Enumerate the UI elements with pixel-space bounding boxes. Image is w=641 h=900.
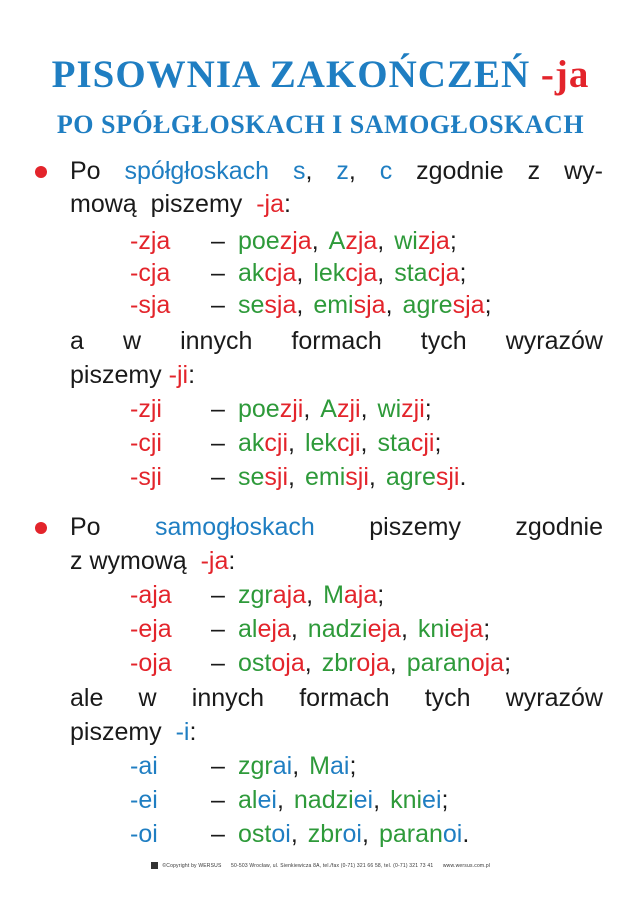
ending-label: -ai [130,752,158,780]
ending-label: -zja [130,227,171,255]
word-ending: eja [449,615,484,643]
word-ending: cja [345,259,378,287]
example-word [394,259,466,287]
text: zgodnie [515,513,603,541]
word-stem: A [320,395,337,423]
word-ending: ai [329,752,350,780]
punctuation: ; [483,615,491,643]
punctuation: , [296,259,304,287]
example-word [329,227,385,255]
example-row [130,462,476,492]
text: Po [70,157,101,185]
text: tych [420,327,467,355]
text-samogloskach: samogłoskach [155,513,315,541]
word-ending: cja [427,259,460,287]
ending-label: -oja [130,649,172,677]
text: innych [180,327,253,355]
punctuation: , [360,429,368,457]
ending-label: -eja [130,615,172,643]
word-ending: zja [417,227,450,255]
example-word [238,395,310,423]
text: w [122,327,142,355]
section2-other-line1 [70,683,603,713]
dash: – [211,820,225,848]
example-row [130,785,458,815]
word-ending: cja [264,259,297,287]
punctuation: ; [377,581,385,609]
text: wyrazów [505,327,603,355]
word-ending: sja [353,291,386,319]
word-stem: zbr [321,649,357,677]
text: piszemy [70,361,162,389]
word-ending: oja [271,649,305,677]
example-word [309,752,356,780]
example-word [238,649,312,677]
section1-intro-line2: mową piszemy -ja: [70,190,291,218]
word-stem: zbr [307,820,343,848]
word-stem: al [238,615,258,643]
section2-other-line2 [70,717,196,747]
punctuation: , [290,820,298,848]
bullet-1 [35,166,47,178]
text: : [189,718,197,746]
letter-s: s [292,157,306,185]
word-stem: zgr [238,581,273,609]
word-stem: wi [377,395,402,423]
dash: – [211,752,225,780]
text: : [228,547,236,575]
text: zgodnie [416,157,504,185]
dash: – [211,615,225,643]
example-row [130,751,366,781]
word-stem: paran [406,649,471,677]
text: innych [191,684,265,712]
word-ending: ei [353,786,374,814]
word-stem: emi [304,463,346,491]
example-word [323,581,384,609]
example-word [238,291,303,319]
example-word [313,291,392,319]
punctuation: , [304,649,312,677]
punctuation: , [306,581,314,609]
word-stem: lek [304,429,337,457]
ending-label: -zji [130,395,162,423]
word-ending: sji [264,463,289,491]
example-word [238,581,313,609]
text-spolgloskach: spółgłoskach [124,157,270,185]
page-title [0,52,641,97]
word-stem: kni [390,786,423,814]
ending-label: -ja [256,190,284,218]
section1-other-line2 [70,360,195,390]
word-stem: ost [238,649,272,677]
example-word [379,820,469,848]
word-stem: poe [238,227,280,255]
text: a [70,327,84,355]
text: wy- [564,157,603,185]
punctuation: , [373,786,381,814]
dash: – [211,581,225,609]
text: formach [299,684,390,712]
title-main: PISOWNIA ZAKOŃCZEŃ [51,53,531,96]
punctuation: ; [459,259,467,287]
word-stem: sta [394,259,428,287]
word-ending: sji [345,463,369,491]
word-stem: nadzi [307,615,368,643]
dash: – [211,259,225,287]
example-row [130,580,394,610]
word-ending: sja [264,291,297,319]
dash: – [211,649,225,677]
ending-label: -cji [130,429,162,457]
example-word [238,227,319,255]
punctuation: , [292,752,300,780]
word-ending: ai [272,752,293,780]
word-stem: A [328,227,346,255]
example-word [238,786,284,814]
section2-intro-line2 [70,546,235,576]
word-ending: sji [435,463,460,491]
word-stem: paran [378,820,443,848]
punctuation: , [400,615,408,643]
footer [0,862,641,869]
text: w [138,684,157,712]
footer-address: 50-503 Wrocław, ul. Sienkiewicza 8A, tel./fax (0-71) 321 66 58, tel. (0-71) 321 73 41 [231,862,434,869]
punctuation: , [385,291,393,319]
publisher-logo-icon [151,862,158,869]
word-stem: al [238,786,258,814]
text: wyrazów [505,684,603,712]
punctuation: ; [441,786,449,814]
example-word [390,786,448,814]
word-ending: ei [422,786,442,814]
word-stem: lek [313,259,346,287]
word-stem: ost [238,820,272,848]
example-row [130,648,521,678]
word-ending: zja [279,227,312,255]
punctuation: , [288,429,295,457]
word-stem: sta [377,429,411,457]
example-word [238,752,299,780]
text: z [527,157,541,185]
ending-label: -ji [168,361,189,389]
example-word [238,820,298,848]
example-word [238,463,295,491]
word-ending: zji [401,395,425,423]
ending-label: -oi [130,820,158,848]
text: piszemy [150,190,243,218]
example-word [238,429,295,457]
word-stem: kni [417,615,450,643]
dash: – [211,786,225,814]
ending-label: -ja [200,547,229,575]
word-ending: sja [452,291,485,319]
example-row [130,819,479,849]
title-suffix: -ja [540,53,590,96]
example-row [130,394,442,424]
page-subtitle: PO SPÓŁGŁOSKACH I SAMOGŁOSKACH [56,110,585,139]
word-ending: eja [257,615,291,643]
example-word [378,429,442,457]
footer-url: www.wersus.com.pl [442,862,491,869]
word-stem: poe [238,395,280,423]
dash: – [211,395,225,423]
example-word [320,395,367,423]
letter-z: z [336,157,349,185]
word-ending: oja [356,649,390,677]
footer-copyright: ©Copyright by WERSUS [162,862,222,869]
bullet-2 [35,522,47,534]
punctuation: , [377,227,385,255]
example-word [308,615,408,643]
text: piszemy [369,513,461,541]
example-word [294,786,380,814]
punctuation: , [368,463,376,491]
example-row [130,258,477,288]
example-row [130,226,467,256]
word-ending: zja [345,227,378,255]
example-word [378,395,432,423]
word-stem: agre [385,463,436,491]
example-row [130,614,500,644]
punctuation: , [296,291,304,319]
example-word [386,463,467,491]
word-stem: se [238,463,265,491]
dash: – [211,429,225,457]
section1-other-line1 [70,326,603,356]
word-stem: M [323,581,344,609]
punctuation: . [462,820,470,848]
word-ending: zji [336,395,361,423]
word-stem: ak [238,259,265,287]
word-ending: cji [410,429,435,457]
example-word [305,463,376,491]
punctuation: , [360,395,368,423]
example-word [238,615,298,643]
punctuation: , [276,786,284,814]
punctuation: , [389,649,397,677]
ending-label: -cja [130,259,171,287]
punctuation: , [311,227,319,255]
example-word [394,227,457,255]
letter-c: c [379,157,393,185]
word-stem: se [238,291,265,319]
example-row [130,428,451,458]
punctuation: . [459,463,467,491]
word-ending: oi [342,820,362,848]
word-stem: wi [394,227,418,255]
word-ending: oi [442,820,463,848]
example-word [313,259,384,287]
ending-label: -sji [130,463,162,491]
example-row [130,290,502,320]
dash: – [211,463,225,491]
word-stem: emi [313,291,354,319]
punctuation: ; [504,649,512,677]
example-word [322,649,397,677]
word-ending: cji [264,429,289,457]
punctuation: , [288,463,295,491]
word-stem: zgr [238,752,273,780]
punctuation: ; [424,395,432,423]
section2-intro-line1 [70,512,603,542]
word-stem: nadzi [293,786,354,814]
text: tych [424,684,471,712]
text: mową [70,190,137,218]
example-word [238,259,303,287]
punctuation: ; [434,429,442,457]
example-word [308,820,369,848]
section1-intro-line1: Po spółgłoskach s, z, c zgodnie z wy- [70,157,603,185]
word-stem: ak [238,429,265,457]
example-word [407,649,511,677]
word-ending: ei [257,786,277,814]
punctuation: ; [449,227,457,255]
text: z wymową [70,547,187,575]
word-ending: eja [367,615,401,643]
example-word [418,615,490,643]
punctuation: , [361,820,369,848]
punctuation: , [290,615,298,643]
punctuation: , [377,259,385,287]
word-ending: cji [336,429,361,457]
dash: – [211,291,225,319]
ending-label: -sja [130,291,171,319]
word-stem: agre [402,291,453,319]
text: ale [70,684,104,712]
ending-label: -aja [130,581,172,609]
text: piszemy [70,718,162,746]
word-ending: aja [343,581,378,609]
ending-label: -ei [130,786,158,814]
word-stem: M [309,752,330,780]
text: Po [70,513,101,541]
text: formach [291,327,382,355]
word-ending: oi [271,820,291,848]
dash: – [211,227,225,255]
punctuation: , [303,395,311,423]
punctuation: ; [349,752,357,780]
example-word [305,429,368,457]
example-word [403,291,492,319]
word-ending: oja [470,649,505,677]
punctuation: ; [484,291,492,319]
ending-label: -i [175,718,190,746]
text: : [188,361,196,389]
word-ending: aja [272,581,307,609]
word-ending: zji [279,395,304,423]
